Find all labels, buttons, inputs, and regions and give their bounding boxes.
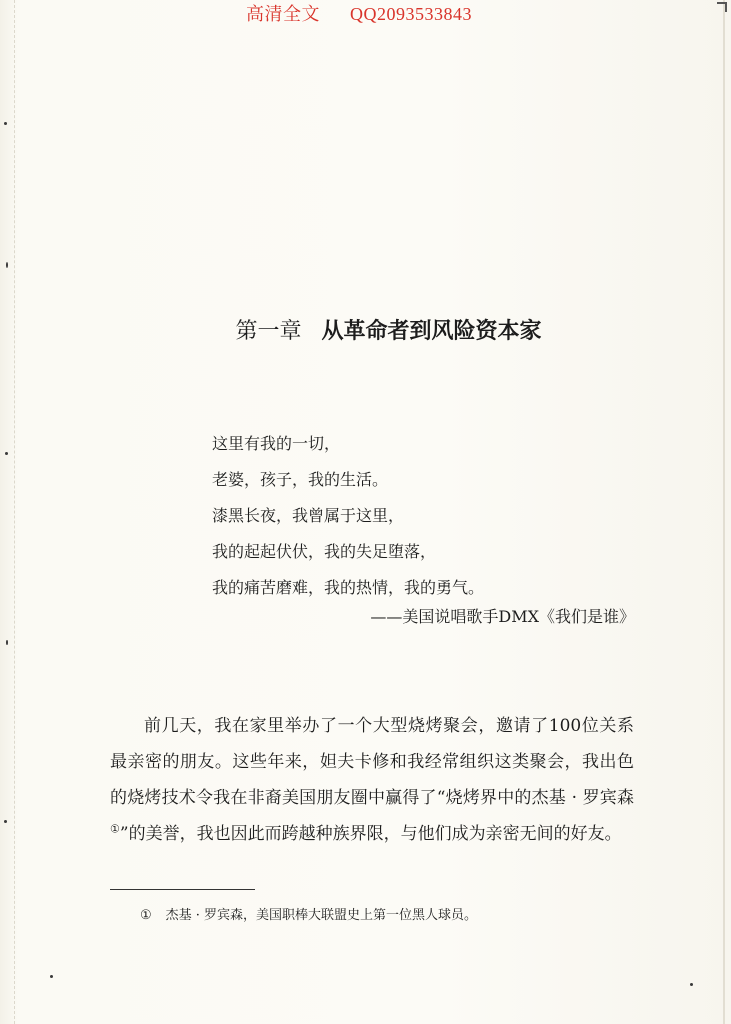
footnote bbox=[140, 904, 477, 923]
epigraph-source: ——美国说唱歌手DMX《我们是谁》 bbox=[370, 607, 635, 626]
epigraph-line: 我的痛苦磨难，我的热情，我的勇气。 bbox=[212, 578, 485, 597]
epigraph-line: 这里有我的一切， bbox=[212, 434, 341, 453]
scan-speck bbox=[4, 820, 7, 823]
body-paragraph bbox=[110, 708, 634, 852]
page-binding-edge bbox=[0, 0, 15, 1024]
footnote-text: 杰基 · 罗宾森，美国职棒大联盟史上第一位黑人球员。 bbox=[165, 908, 478, 923]
scan-speck bbox=[4, 122, 7, 125]
scan-speck bbox=[5, 452, 8, 455]
chapter-number: 第一章 bbox=[235, 319, 302, 344]
footnote-reference: ① bbox=[110, 822, 120, 836]
chapter-heading bbox=[0, 314, 731, 345]
watermark-qq: QQ2093533843 bbox=[350, 4, 472, 24]
epigraph-line: 老婆，孩子，我的生活。 bbox=[212, 470, 389, 489]
body-text-before: 前几天，我在家里举办了一个大型烧烤聚会，邀请了100位关系最亲密的朋友。这些年来，妲夫卡修和我经常组织这类聚会，我出色的烧烤技术令我在非裔美国朋友圈中赢得了“烧烤界中的杰基 · 罗宾森 bbox=[110, 716, 634, 808]
epigraph bbox=[212, 426, 652, 606]
page-right-edge bbox=[723, 0, 725, 1024]
chapter-title: 从革命者到风险资本家 bbox=[321, 319, 542, 344]
scan-speck bbox=[6, 640, 8, 645]
scan-corner-mark bbox=[717, 2, 727, 12]
scan-speck bbox=[50, 975, 53, 978]
scan-speck bbox=[690, 983, 693, 986]
body-text-after: ”的美誉，我也因此而跨越种族界限，与他们成为亲密无间的好友。 bbox=[119, 824, 622, 844]
epigraph-line: 我的起起伏伏，我的失足堕落， bbox=[212, 542, 437, 561]
watermark-site: 高清全文 bbox=[246, 4, 320, 24]
footnote-divider bbox=[110, 889, 255, 890]
epigraph-line: 漆黑长夜，我曾属于这里， bbox=[212, 506, 405, 525]
scan-speck bbox=[6, 262, 8, 268]
watermark bbox=[246, 0, 472, 26]
footnote-mark: ① bbox=[140, 908, 152, 923]
